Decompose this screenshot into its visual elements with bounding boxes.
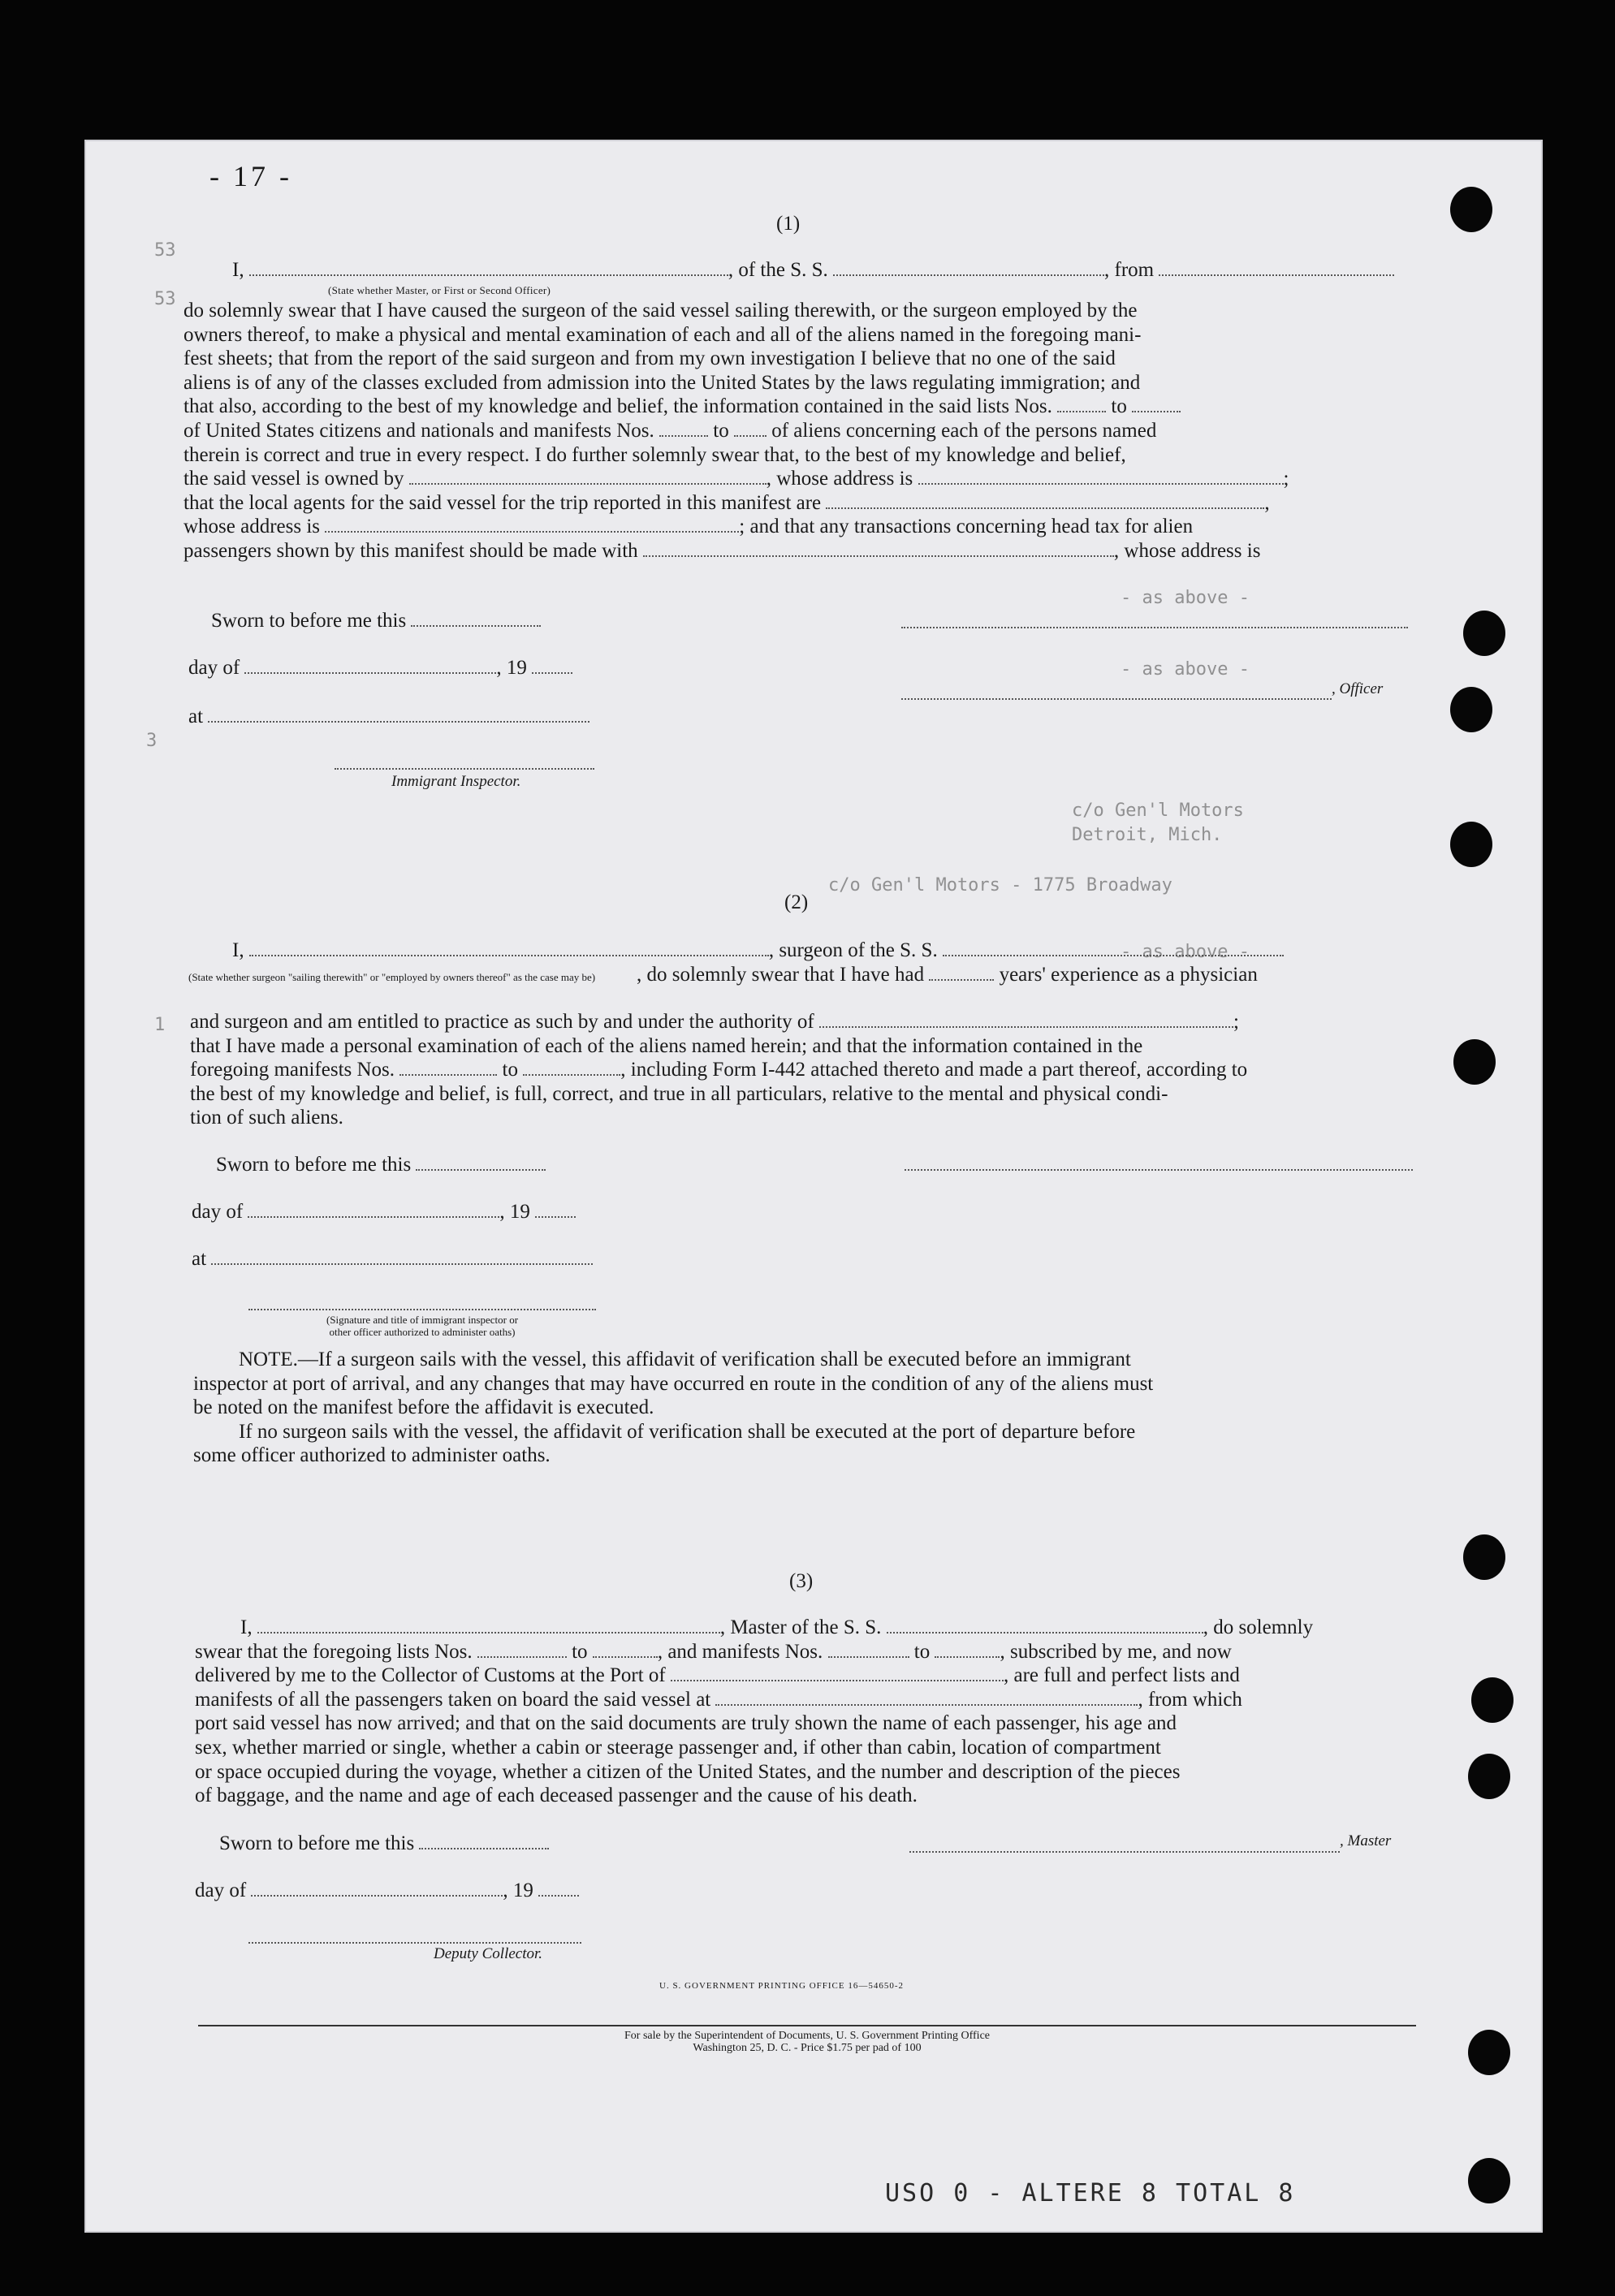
- lists-from-field[interactable]: [477, 1640, 567, 1658]
- body-line: tion of such aliens.: [190, 1107, 343, 1129]
- binder-hole: [1450, 687, 1492, 732]
- binder-hole: [1463, 611, 1505, 656]
- label: , from which: [1138, 1688, 1242, 1711]
- label: to: [713, 419, 729, 442]
- section-2-number: (2): [784, 891, 809, 913]
- master-signature-line[interactable]: [909, 1851, 1340, 1853]
- inspector-signature-line[interactable]: [335, 768, 594, 770]
- binder-hole: [1450, 187, 1492, 232]
- caption-line: other officer authorized to administer oaths): [329, 1326, 516, 1338]
- note-text: —If a surgeon sails with the vessel, this affidavit of verification shall be executed before an immigrant: [297, 1349, 1131, 1370]
- manifests-from-field[interactable]: [399, 1058, 497, 1076]
- body-line: [184, 491, 1408, 516]
- label: to: [572, 1640, 588, 1663]
- year-field[interactable]: [535, 1200, 576, 1218]
- body-line: the best of my knowledge and belief, is full, correct, and true in all particulars, relative to the mental and physical condi-: [190, 1082, 1168, 1105]
- section-2-day: [192, 1200, 576, 1224]
- manifests-to-field[interactable]: [734, 419, 766, 437]
- body-line: therein is correct and true in every respect. I do further solemnly swear that, to the best of my knowledge and belief,: [184, 443, 1126, 466]
- sworn-date-field[interactable]: [416, 1153, 546, 1171]
- label: I,: [232, 259, 244, 281]
- years-experience-field[interactable]: [929, 963, 994, 981]
- label: at: [188, 706, 204, 727]
- bleed-mark: 53: [154, 289, 176, 309]
- binder-hole: [1471, 1677, 1514, 1723]
- bleed-mark: - as above -: [1121, 942, 1250, 962]
- binder-hole: [1450, 822, 1492, 867]
- note-line: inspector at port of arrival, and any changes that may have occurred en route in the condition of any of the aliens must: [193, 1372, 1154, 1395]
- section-2-swear: [188, 963, 1258, 990]
- body-line: [195, 1688, 1416, 1712]
- section-1-day: [188, 656, 572, 680]
- bleed-mark: c/o Gen'l Motors: [1072, 801, 1244, 821]
- binder-hole: [1463, 1534, 1505, 1580]
- label: ;: [1283, 468, 1289, 490]
- body-line: [184, 467, 1408, 491]
- label: day of: [192, 1201, 244, 1223]
- label: , do solemnly swear that I have had: [637, 964, 925, 986]
- binder-hole: [1468, 2158, 1510, 2203]
- label: I,: [240, 1616, 253, 1638]
- manifests-from-field[interactable]: [828, 1640, 909, 1658]
- label: whose address is: [184, 516, 321, 538]
- body-line: do solemnly swear that I have caused the surgeon of the said vessel sailing therewith, or the surgeon employed by the: [184, 300, 1138, 322]
- label: , of the S. S.: [728, 259, 828, 281]
- body-line: owners thereof, to make a physical and mental examination of each and all of the aliens named in the foregoing mani-: [184, 323, 1142, 346]
- label: delivered by me to the Collector of Customs at the Port of: [195, 1664, 666, 1687]
- body-line: of baggage, and the name and age of each deceased passenger and the cause of his death.: [195, 1785, 918, 1807]
- page-number: - 17 -: [209, 160, 292, 192]
- officer-title: , Officer: [1332, 680, 1384, 697]
- label: years' experience as a physician: [999, 964, 1258, 986]
- body-line: [184, 515, 1408, 539]
- label: day of: [195, 1880, 247, 1901]
- bleed-mark: 3: [146, 731, 158, 751]
- label: , including Form I-442 attached thereto and made a part thereof, according to: [620, 1059, 1248, 1081]
- officer-name-field[interactable]: [249, 258, 728, 276]
- year-field[interactable]: [538, 1879, 579, 1897]
- label: ;: [1233, 1011, 1239, 1033]
- label: day of: [188, 657, 240, 679]
- body-line: [184, 395, 1408, 419]
- label: , whose address is: [766, 468, 913, 490]
- body-line: aliens is of any of the classes excluded from admission into the United States by the laws regulating immigration; and: [184, 371, 1141, 394]
- inspector-signature-line[interactable]: [248, 1309, 596, 1310]
- section-1-at: [188, 705, 589, 729]
- body-line: port said vessel has now arrived; and that on the said documents are truly shown the name of each passenger, his age and: [195, 1712, 1177, 1735]
- body-line: or space occupied during the voyage, whether a citizen of the United States, and the number and description of the pieces: [195, 1760, 1181, 1783]
- authority-field[interactable]: [819, 1010, 1233, 1028]
- label: Sworn to before me this: [219, 1832, 415, 1854]
- note-block: [193, 1348, 1414, 1468]
- body-line: [184, 419, 1408, 443]
- owner-address-field[interactable]: [918, 467, 1284, 485]
- printing-office-imprint: U. S. GOVERNMENT PRINTING OFFICE 16—54650-2: [659, 1981, 905, 1991]
- body-line: [190, 1010, 1408, 1034]
- manifests-to-field[interactable]: [935, 1640, 1000, 1658]
- manifests-from-field[interactable]: [659, 419, 708, 437]
- label: foregoing manifests Nos.: [190, 1059, 395, 1081]
- label: to: [1111, 395, 1127, 418]
- label: , 19: [503, 1880, 533, 1901]
- section-3-number: (3): [789, 1570, 814, 1592]
- surgeon-vessel-field[interactable]: [943, 939, 1284, 956]
- note-line: some officer authorized to administer oaths.: [193, 1444, 551, 1467]
- label: , 19: [496, 657, 527, 679]
- label: Sworn to before me this: [216, 1154, 412, 1176]
- label: ; and that any transactions concerning head tax for alien: [739, 516, 1194, 538]
- owner-field[interactable]: [409, 467, 766, 485]
- label: , subscribed by me, and now: [1000, 1640, 1232, 1663]
- label: , from: [1104, 259, 1155, 281]
- sworn-date-field[interactable]: [419, 1832, 549, 1849]
- label: of aliens concerning each of the persons named: [771, 419, 1157, 442]
- officer-signature-line[interactable]: [901, 698, 1332, 700]
- label: , do solemnly: [1203, 1616, 1314, 1638]
- label: I,: [232, 939, 244, 961]
- section-2-line-i: [232, 939, 1284, 963]
- section-2-at: [192, 1247, 593, 1271]
- master-title: , Master: [1340, 1832, 1392, 1849]
- section-3-day: [195, 1879, 579, 1903]
- label: that the local agents for the said vessel for the trip reported in this manifest are: [184, 491, 822, 514]
- lists-from-field[interactable]: [1057, 395, 1106, 412]
- body-line: [195, 1664, 1416, 1688]
- label: ,: [1264, 491, 1270, 514]
- bleed-mark: - as above -: [1121, 659, 1250, 680]
- binder-hole: [1468, 1754, 1510, 1799]
- officer-caption: (State whether Master, or First or Second Officer): [328, 284, 551, 296]
- binder-hole: [1453, 1039, 1496, 1085]
- agents-field[interactable]: [826, 491, 1264, 509]
- head-tax-field[interactable]: [643, 539, 1114, 557]
- body-line: [195, 1616, 1416, 1640]
- officer-signature-line[interactable]: [901, 627, 1408, 628]
- bleed-mark: 1: [154, 1015, 166, 1035]
- label: , are full and perfect lists and: [1004, 1664, 1240, 1687]
- section-3-body: [195, 1616, 1416, 1808]
- label: that also, according to the best of my knowledge and belief, the information contained in the said lists Nos.: [184, 395, 1052, 418]
- label: at: [192, 1248, 207, 1270]
- bleed-mark: - as above -: [1121, 588, 1250, 608]
- agents-address-field[interactable]: [325, 515, 739, 533]
- from-port-field[interactable]: [1159, 258, 1394, 276]
- label: , surgeon of the S. S.: [768, 939, 938, 961]
- bottom-stamp: USO 0 - ALTERE 8 TOTAL 8: [885, 2179, 1296, 2208]
- deputy-collector-caption: Deputy Collector.: [434, 1945, 543, 1962]
- surgeon-signature-line[interactable]: [905, 1169, 1413, 1171]
- surgeon-caption: (State whether surgeon "sailing therewith" or "employed by owners thereof" as the case may be): [188, 971, 596, 983]
- place-field[interactable]: [211, 1247, 593, 1265]
- immigrant-inspector-caption: Immigrant Inspector.: [391, 773, 521, 790]
- surgeon-name-field[interactable]: [249, 939, 769, 956]
- label: and surgeon and am entitled to practice as such by and under the authority of: [190, 1011, 814, 1033]
- section-1-line-i: [232, 258, 1394, 283]
- label: manifests of all the passengers taken on board the said vessel at: [195, 1688, 711, 1711]
- sale-line: Washington 25, D. C. - Price $1.75 per pad of 100: [693, 2042, 922, 2054]
- label: , whose address is: [1113, 539, 1261, 562]
- section-2-sworn: [216, 1153, 546, 1177]
- label: , 19: [499, 1201, 530, 1223]
- label: swear that the foregoing lists Nos.: [195, 1640, 473, 1663]
- section-1-number: (1): [776, 213, 801, 235]
- label: , and manifests Nos.: [657, 1640, 823, 1663]
- lists-to-field[interactable]: [593, 1640, 658, 1658]
- body-line: that I have made a personal examination of each of the aliens named herein; and that the information contained in the: [190, 1034, 1143, 1057]
- footer-rule: [198, 2025, 1416, 2026]
- sworn-date-field[interactable]: [411, 609, 541, 627]
- lists-to-field[interactable]: [1132, 395, 1181, 412]
- body-line: sex, whether married or single, whether a cabin or steerage passenger and, if other than cabin, location of compartment: [195, 1736, 1161, 1759]
- section-3-sworn: [219, 1832, 549, 1856]
- day-field[interactable]: [251, 1879, 503, 1897]
- label: passengers shown by this manifest should be made with: [184, 539, 638, 562]
- sale-line: For sale by the Superintendent of Documents, U. S. Government Printing Office: [624, 2030, 990, 2042]
- vessel-name-field[interactable]: [887, 1616, 1203, 1634]
- place-field[interactable]: [208, 705, 589, 723]
- section-1-body: [184, 299, 1408, 563]
- section-2-body: [190, 1010, 1408, 1130]
- caption-line: (Signature and title of immigrant inspector or: [326, 1314, 519, 1326]
- deputy-signature-line[interactable]: [248, 1942, 581, 1944]
- section-1-sworn: [211, 609, 541, 633]
- year-field[interactable]: [532, 656, 572, 674]
- day-field[interactable]: [248, 1200, 499, 1218]
- label: of United States citizens and nationals and manifests Nos.: [184, 419, 654, 442]
- bleed-mark: c/o Gen'l Motors - 1775 Broadway: [828, 875, 1172, 896]
- label: , Master of the S. S.: [719, 1616, 882, 1638]
- binder-hole: [1468, 2030, 1510, 2075]
- manifests-to-field[interactable]: [523, 1058, 620, 1076]
- note-line: be noted on the manifest before the affidavit is executed.: [193, 1396, 654, 1419]
- body-line: [184, 539, 1408, 563]
- label: to: [502, 1059, 518, 1081]
- label: the said vessel is owned by: [184, 468, 404, 490]
- note-line: If no surgeon sails with the vessel, the affidavit of verification shall be executed at the port of departure before: [239, 1420, 1136, 1443]
- vessel-name-field[interactable]: [833, 258, 1104, 276]
- note-line: [193, 1348, 1414, 1372]
- body-line: [195, 1640, 1416, 1664]
- body-line: fest sheets; that from the report of the said surgeon and from my own investigation I believe that no one of the said: [184, 347, 1116, 370]
- body-line: [190, 1058, 1408, 1082]
- signature-caption: [248, 1314, 596, 1338]
- label: Sworn to before me this: [211, 610, 407, 632]
- port-field[interactable]: [671, 1664, 1004, 1681]
- boarding-port-field[interactable]: [715, 1688, 1138, 1706]
- bleed-mark: Detroit, Mich.: [1072, 825, 1223, 845]
- master-name-field[interactable]: [257, 1616, 720, 1634]
- note-label: NOTE.: [239, 1349, 298, 1370]
- label: to: [913, 1640, 931, 1663]
- sale-notice: [198, 2030, 1416, 2054]
- bleed-mark: 53: [154, 240, 176, 261]
- day-field[interactable]: [244, 656, 496, 674]
